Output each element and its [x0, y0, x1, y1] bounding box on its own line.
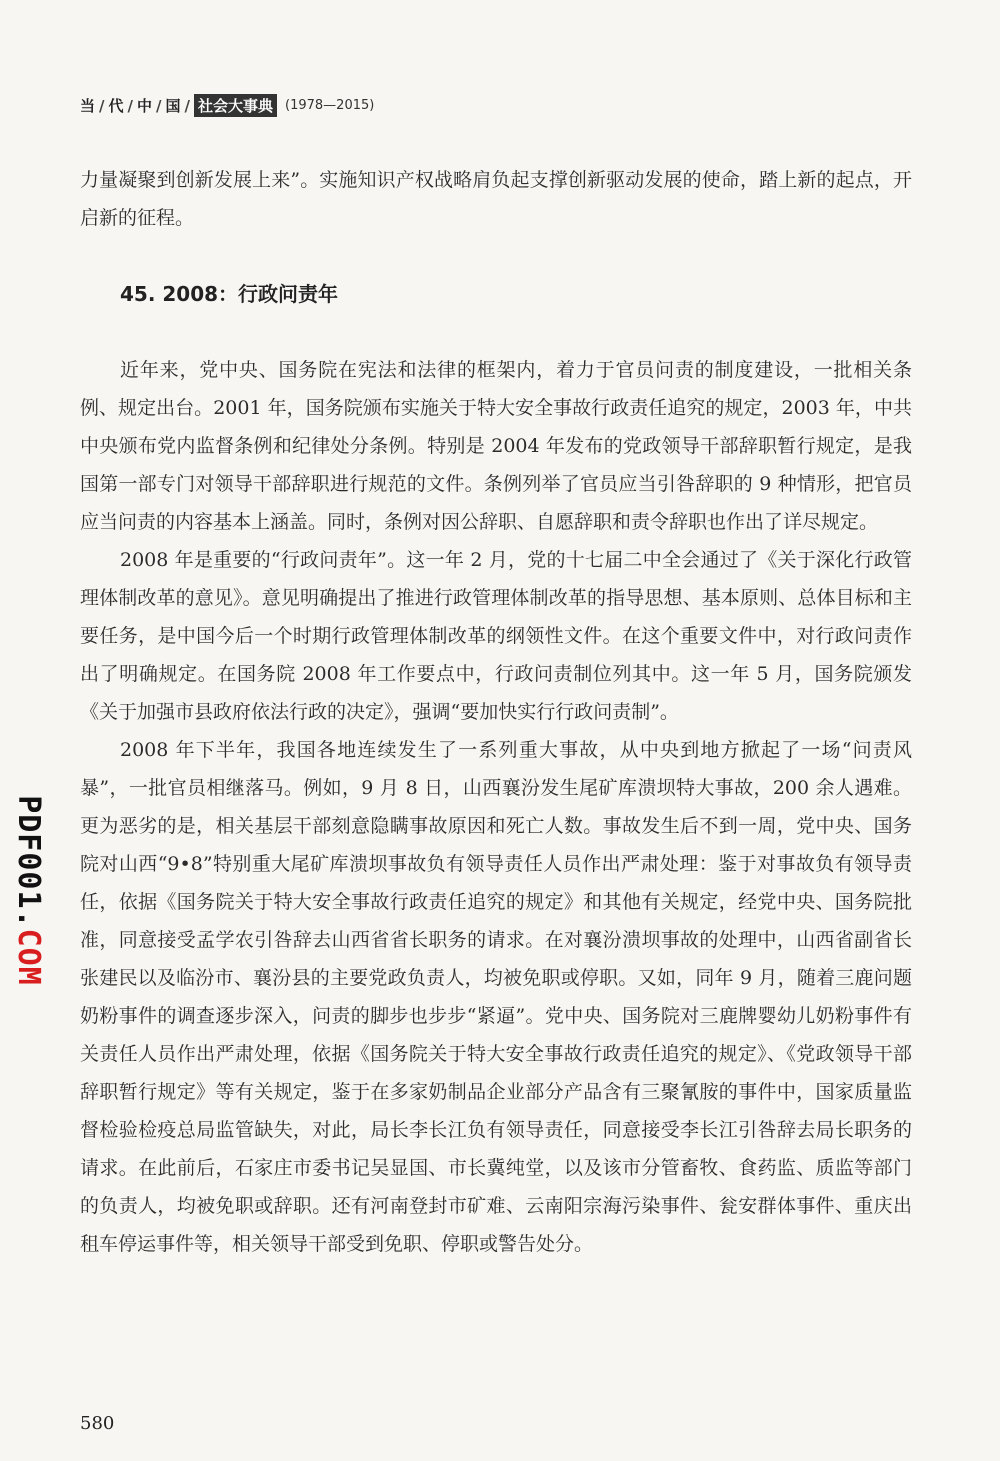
watermark-main: PDF001. [10, 794, 46, 929]
paragraph: 近年来，党中央、国务院在宪法和法律的框架内，着力于官员问责的制度建设，一批相关条例、规定出台。2001 年，国务院颁布实施关于特大安全事故行政责任追究的规定，2003 年，中共中央颁布党内监督条例和纪律处分条例。特别是 2004 年发布的党政领导干部辞职暂行规定，是我国第一部专门对领导干部辞职进行规范的文件。条例列举了官员应当引咎辞职的 9 种情形，把官员应当问责的内容基本上涵盖。同时，条例对因公辞职、自愿辞职和责令辞职也作出了详尽规定。 [80, 359, 912, 533]
paragraph: 2008 年下半年，我国各地连续发生了一系列重大事故，从中央到地方掀起了一场“问责风暴”，一批官员相继落马。例如，9 月 8 日，山西襄汾发生尾矿库溃坝特大事故，200 余人遇难。更为恶劣的是，相关基层干部刻意隐瞒事故原因和死亡人数。事故发生后不到一周，党中央、国务院对山西“9•8”特别重大尾矿库溃坝事故负有领导责任人员作出严肃处理：鉴于对事故负有领导责任，依据《国务院关于特大安全事故行政责任追究的规定》和其他有关规定，经党中央、国务院批准，同意接受孟学农引咎辞去山西省省长职务的请求。在对襄汾溃坝事故的处理中，山西省副省长张建民以及临汾市、襄汾县的主要党政负责人，均被免职或停职。又如，同年 9 月，随着三鹿问题奶粉事件的调查逐步深入，问责的脚步也步步“紧逼”。党中央、国务院对三鹿牌婴幼儿奶粉事件有关责任人员作出严肃处理，依据《国务院关于特大安全事故行政责任追究的规定》、《党政领导干部辞职暂行规定》等有关规定，鉴于在多家奶制品企业部分产品含有三聚氰胺的事件中，国家质量监督检验检疫总局监管缺失，对此，局长李长江负有领导责任，同意接受李长江引咎辞去局长职务的请求。在此前后，石家庄市委书记吴显国、市长冀纯堂，以及该市分管畜牧、食药监、质监等部门的负责人，均被免职或辞职。还有河南登封市矿难、云南阳宗海污染事件、瓮安群体事件、重庆出租车停运事件等，相关领导干部受到免职、停职或警告处分。 [80, 739, 912, 1255]
header-char: 国 [165, 97, 181, 115]
header-char: 当 [80, 97, 96, 115]
running-header [80, 94, 374, 117]
header-separator: / [156, 96, 162, 115]
body-text [80, 351, 912, 1263]
header-char: 代 [108, 97, 124, 115]
header-separator: / [184, 96, 190, 115]
header-book-title: 社会大事典 [194, 94, 277, 117]
section-title: 45. 2008：行政问责年 [120, 282, 339, 306]
watermark [8, 795, 48, 985]
page-number: 580 [80, 1413, 115, 1434]
intro-paragraph: 力量凝聚到创新发展上来”。实施知识产权战略肩负起支撑创新驱动发展的使命，踏上新的起点，开启新的征程。 [80, 169, 912, 229]
header-separator: / [99, 96, 105, 115]
paragraph: 2008 年是重要的“行政问责年”。这一年 2 月，党的十七届二中全会通过了《关于深化行政管理体制改革的意见》。意见明确提出了推进行政管理体制改革的指导思想、基本原则、总体目标和主要任务，是中国今后一个时期行政管理体制改革的纲领性文件。在这个重要文件中，对行政问责作出了明确规定。在国务院 2008 年工作要点中，行政问责制位列其中。这一年 5 月，国务院颁发《关于加强市县政府依法行政的决定》，强调“要加快实行行政问责制”。 [80, 549, 912, 723]
header-char: 中 [137, 97, 153, 115]
watermark-suffix: COM [10, 928, 46, 986]
header-separator: / [127, 96, 133, 115]
header-years: (1978—2015) [285, 98, 375, 113]
